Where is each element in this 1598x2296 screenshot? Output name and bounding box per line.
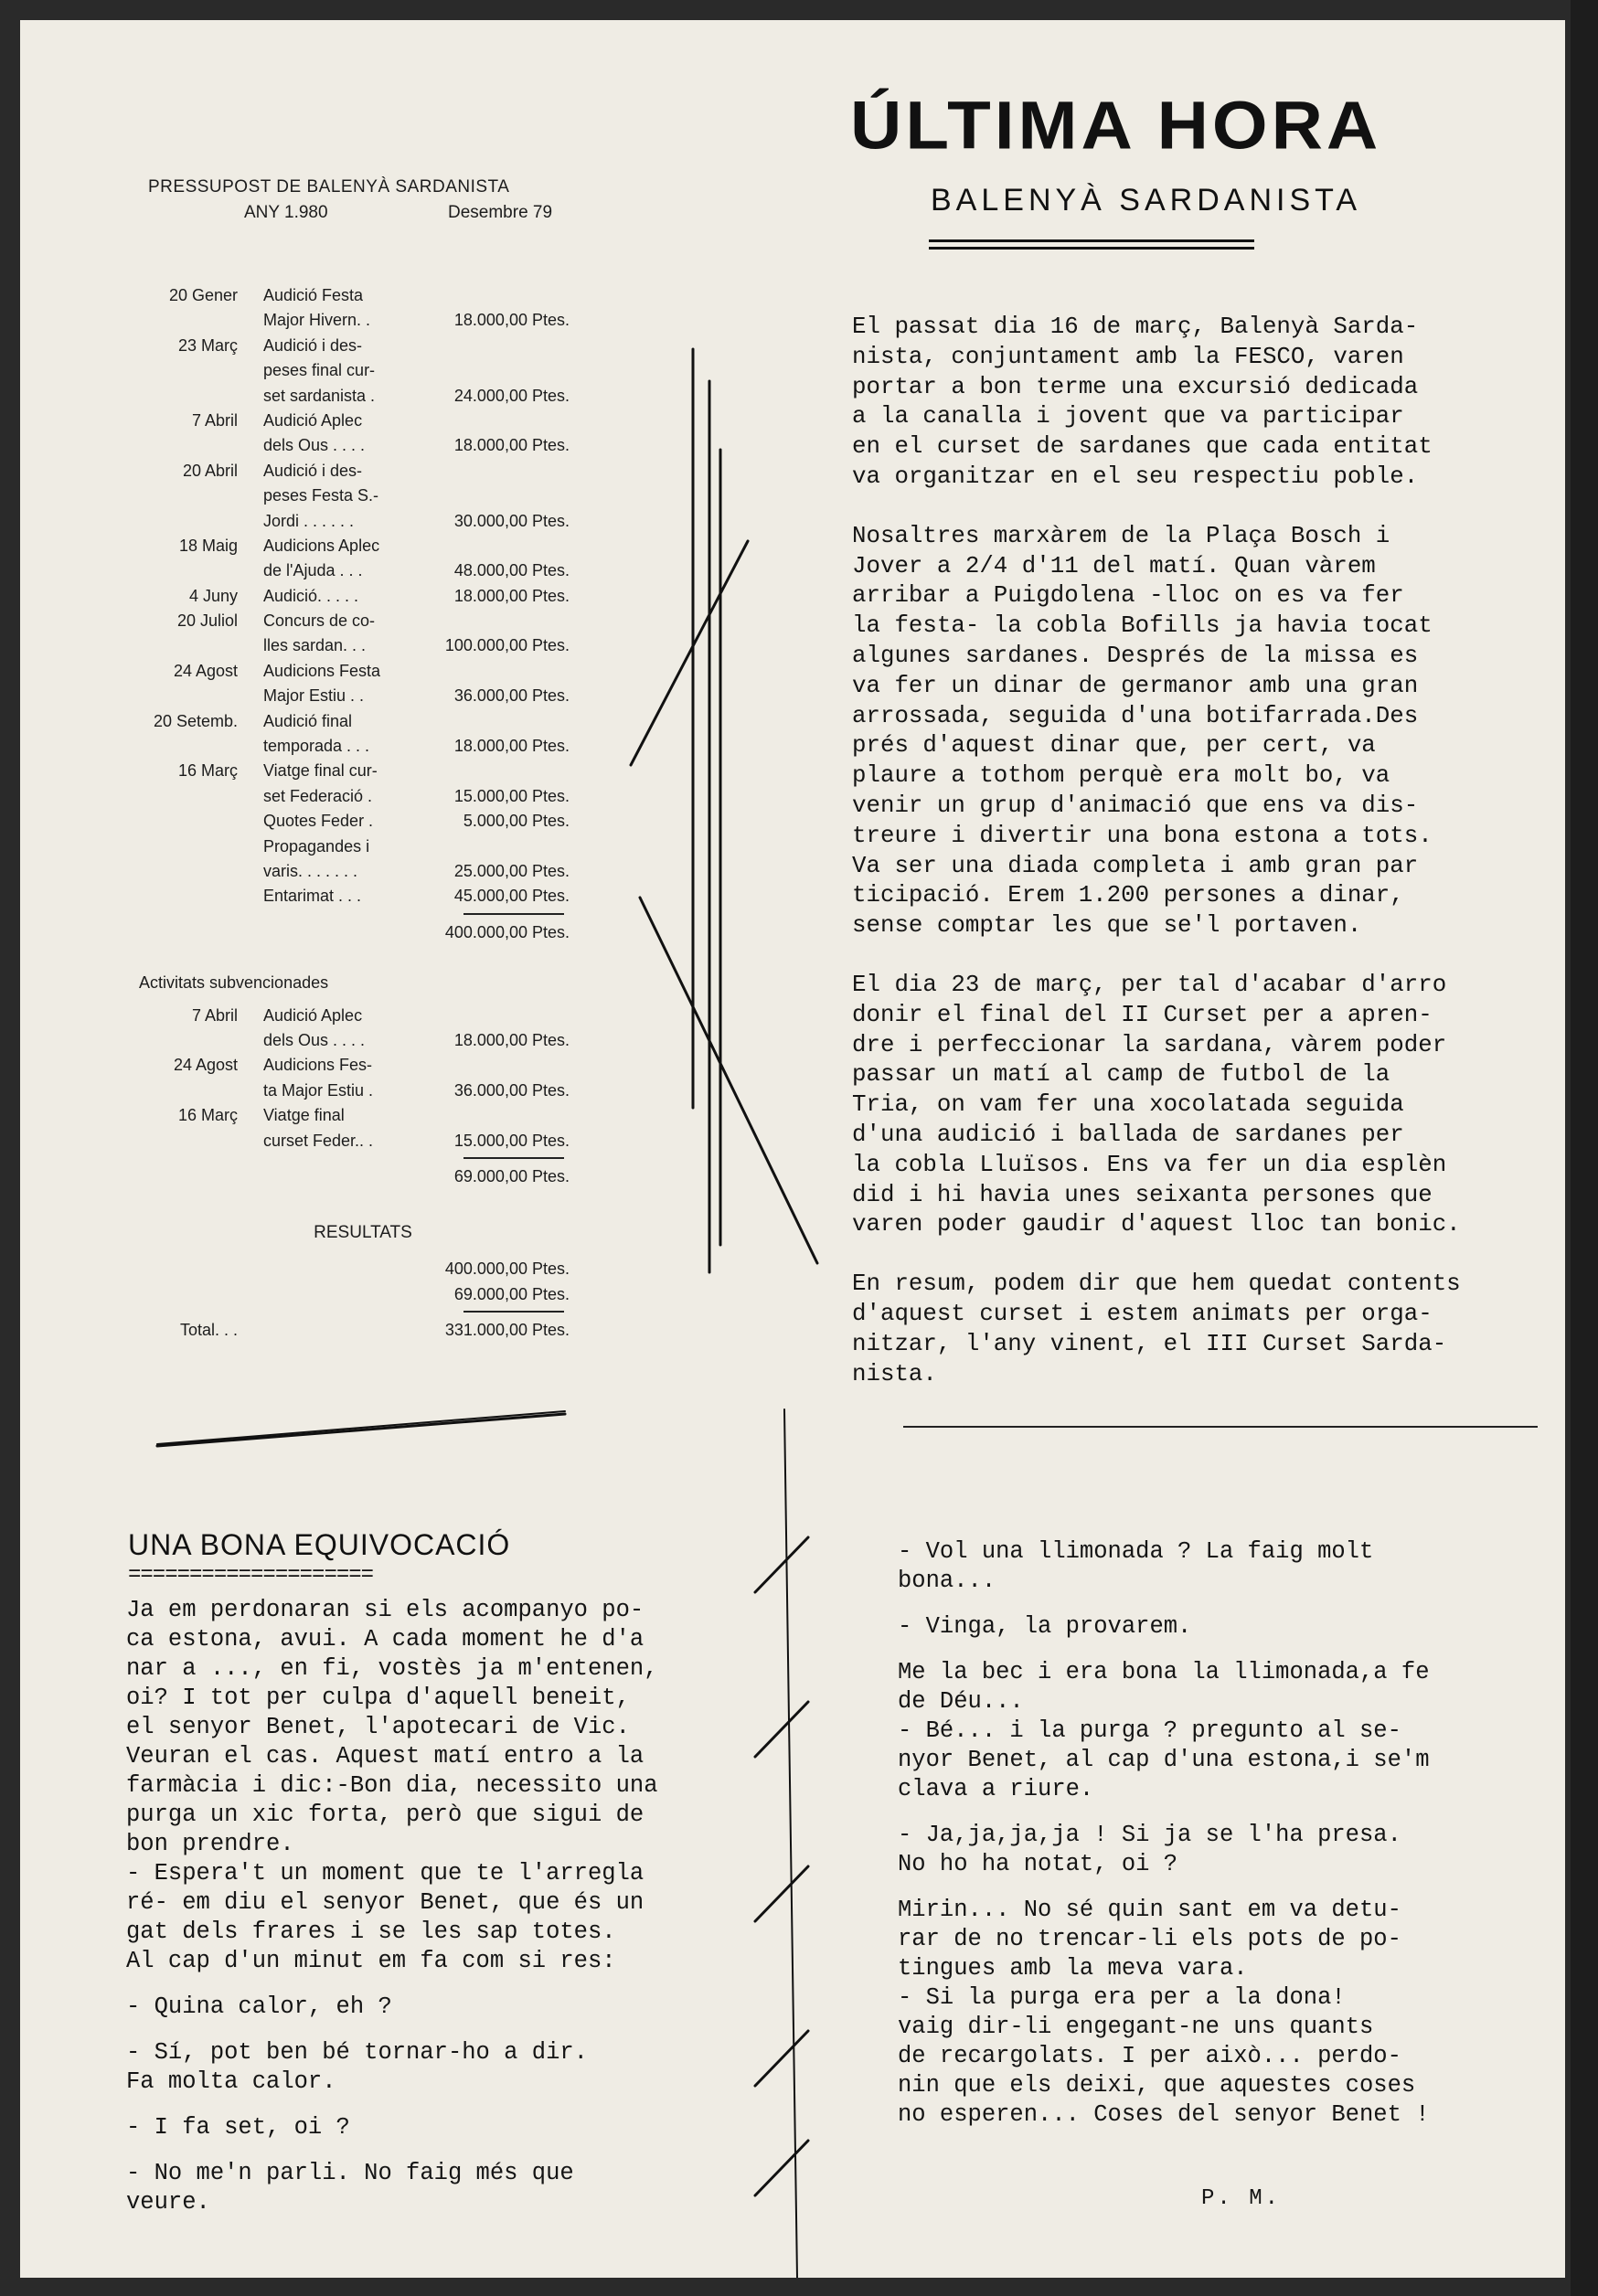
subtotal-amount: 400.000,00 Ptes. (444, 922, 570, 941)
subheadline: BALENYÀ SARDANISTA (931, 183, 1362, 218)
subsidized-total: 69.000,00 Ptes. (453, 1166, 570, 1185)
story-paragraph: - Vinga, la provarem. (898, 1613, 1192, 1640)
story-title-underline: ==================== (128, 1563, 374, 1588)
row-amount: 36.000,00 Ptes. (453, 686, 570, 706)
subsidized-heading: Activitats subvencionades (139, 973, 329, 993)
result-amount-1: 400.000,00 Ptes. (444, 1260, 570, 1279)
row-amount: 45.000,00 Ptes. (453, 887, 570, 906)
row-activity: dels Ous . . . . (263, 1030, 366, 1049)
story-paragraph: - Quina calor, eh ? (126, 1993, 392, 2020)
row-amount: 18.000,00 Ptes. (453, 436, 570, 455)
deco-tick (755, 2141, 808, 2195)
deco-tick (755, 1866, 808, 1921)
row-activity: Quotes Feder . (263, 812, 374, 831)
results-heading: RESULTATS (314, 1223, 412, 1243)
deco-slash-line (640, 898, 817, 1263)
row-activity: dels Ous . . . . (263, 436, 366, 455)
row-activity: set Federació . (263, 786, 373, 805)
row-activity: Propagandes i (263, 836, 370, 856)
story-paragraph: - Vol una llimonada ? La faig molt bona... (898, 1538, 1374, 1594)
deco-tick (755, 2031, 808, 2086)
row-activity: Audicions Aplec (263, 536, 380, 555)
row-amount: 18.000,00 Ptes. (453, 1030, 570, 1049)
row-date: 20 Juliol (176, 611, 238, 631)
row-activity: Audició. . . . . (263, 586, 359, 605)
row-activity: peses final cur- (263, 361, 376, 380)
row-activity: Audició i des- (263, 335, 363, 355)
story-paragraph: - I fa set, oi ? (126, 2114, 350, 2141)
budget-date: Desembre 79 (448, 203, 553, 222)
story-title: UNA BONA EQUIVOCACIÓ (128, 1528, 511, 1561)
magazine-page (20, 20, 1565, 2278)
row-amount: 30.000,00 Ptes. (453, 511, 570, 530)
story-paragraph: - No me'n parli. No faig més que veure. (126, 2160, 574, 2216)
row-activity: Jordi . . . . . . (263, 511, 355, 530)
deco-tick (755, 1537, 808, 1592)
row-amount: 18.000,00 Ptes. (453, 737, 570, 756)
row-activity: Major Hivern. . (263, 311, 371, 330)
row-activity: lles sardan. . . (263, 636, 367, 655)
news-paragraph: Nosaltres marxàrem de la Plaça Bosch i Jover a 2/4 d'11 del matí. Quan vàrem arribar a Puigdolena -lloc on es va fer la festa- la cobla Bofills ja havia tocat algunes sardanes. Després de la missa es va fer un dinar de germanor amb una gran arrossada, seguida d'una botifarrada.Des prés d'aquest dinar que, per cert, va plaure a tothom perquè era molt bo, va venir un grup d'animació que ens va dis- treure i divertir una bona estona a tots. Va ser una diada completa i amb gran par ticipació. Erem 1.200 persones a dinar, sense comptar les que se'l portaven. (852, 522, 1433, 940)
row-activity: Audicions Festa (263, 661, 381, 680)
row-activity: varis. . . . . . . (263, 861, 358, 880)
row-amount: 24.000,00 Ptes. (453, 386, 570, 405)
story-paragraph: Mirin... No sé quin sant em va detu- rar de no trencar-li els pots de po- tingues amb la meva vara. - Si la purga era per a la dona! vaig dir-li engegant-ne uns quants de recargolats. I per això... perdo- nin que els deixi, que aquestes coses no esperen... Coses del senyor Benet ! (898, 1897, 1430, 2128)
result-amount-2: 69.000,00 Ptes. (453, 1284, 570, 1303)
news-paragraph: En resum, podem dir que hem quedat contents d'aquest curset i estem animats per orga- nitzar, l'any vinent, el III Curset Sarda- nista. (852, 1270, 1461, 1387)
row-activity: Audició final (263, 711, 353, 730)
row-activity: Audició Festa (263, 286, 364, 304)
row-amount: 36.000,00 Ptes. (453, 1080, 570, 1100)
row-activity: Viatge final cur- (263, 761, 378, 781)
row-date: 4 Juny (188, 586, 238, 605)
row-amount: 15.000,00 Ptes. (453, 1131, 570, 1150)
story-paragraph: Ja em perdonaran si els acompanyo po- ca estona, avui. A cada moment he d'a nar a ..., en fi, vostès ja m'entenen, oi? I tot per culpa d'aquell beneit, el senyor Benet, l'apotecari de Vic. Veuran el cas. Aquest matí entro a la farmàcia i dic:-Bon dia, necessito una purga un xic forta, però que sigui de bon prendre. - Espera't un moment que te l'arregla ré- em diu el senyor Benet, que és un gat dels frares i se les sap totes. Al cap d'un minut em fa com si res: (126, 1597, 658, 1974)
row-date: 7 Abril (191, 410, 238, 430)
row-activity: set sardanista . (263, 386, 376, 405)
row-activity: temporada . . . (263, 737, 370, 756)
row-date: 20 Setemb. (153, 711, 238, 730)
total-label: Total. . . (179, 1321, 238, 1340)
row-activity: Concurs de co- (263, 611, 376, 631)
row-amount: 25.000,00 Ptes. (453, 861, 570, 880)
row-date: 20 Gener (168, 286, 238, 304)
story-signature: P. M. (1201, 2186, 1282, 2211)
row-amount: 18.000,00 Ptes. (453, 586, 570, 605)
row-activity: Audicions Fes- (263, 1056, 373, 1075)
row-amount: 100.000,00 Ptes. (444, 636, 570, 655)
row-date: 16 Març (177, 1106, 238, 1125)
row-amount: 18.000,00 Ptes. (453, 311, 570, 330)
story-paragraph: - Ja,ja,ja,ja ! Si ja se l'ha presa. No ho ha notat, oi ? (898, 1822, 1401, 1877)
row-activity: curset Feder.. . (263, 1131, 374, 1150)
row-amount: 15.000,00 Ptes. (453, 786, 570, 805)
story-paragraph: - Sí, pot ben bé tornar-ho a dir. Fa molta calor. (126, 2039, 588, 2095)
row-date: 23 Març (177, 335, 238, 355)
deco-slash-line (631, 541, 748, 765)
row-activity: peses Festa S.- (263, 486, 379, 505)
headline: ÚLTIMA HORA (850, 87, 1382, 164)
row-date: 24 Agost (173, 661, 238, 680)
row-activity: Entarimat . . . (263, 887, 362, 906)
row-amount: 5.000,00 Ptes. (463, 812, 570, 831)
row-date: 24 Agost (173, 1056, 238, 1075)
column-divider-line (784, 1409, 797, 2278)
budget-title: PRESSUPOST DE BALENYÀ SARDANISTA (148, 177, 510, 197)
row-activity: Audició Aplec (263, 410, 363, 430)
budget-year: ANY 1.980 (244, 203, 328, 222)
story-paragraph: Me la bec i era bona la llimonada,a fe de Déu... - Bé... i la purga ? pregunto al se- nyor Benet, al cap d'una estona,i se'm clava a riure. (898, 1659, 1430, 1802)
news-paragraph: El dia 23 de març, per tal d'acabar d'arro donir el final del II Curset per a apren- dre i perfeccionar la sardana, vàrem poder passar un matí al camp de futbol de la Tria, on vam fer una xocolatada seguida d'una audició i ballada de sardanes per la cobla Lluïsos. Ens va fer un dia esplèn did i hi havia unes seixanta persones que varen poder gaudir d'aquest lloc tan bonic. (852, 971, 1461, 1238)
row-activity: Major Estiu . . (263, 686, 365, 706)
page-edge (1571, 0, 1598, 2296)
total-amount: 331.000,00 Ptes. (444, 1321, 570, 1340)
row-date: 18 Maig (178, 536, 238, 555)
row-activity: de l'Ajuda . . . (263, 561, 363, 580)
row-date: 16 Març (177, 761, 238, 781)
row-date: 7 Abril (191, 1005, 238, 1025)
news-paragraph: El passat dia 16 de març, Balenyà Sarda- nista, conjuntament amb la FESCO, varen portar a bon terme una excursió dedicada a la canalla i jovent que va participar en el curset de sardanes que cada entitat va organitzar en el seu respectiu poble. (852, 314, 1433, 490)
deco-horizontal-line (157, 1414, 565, 1446)
deco-tick (755, 1702, 808, 1757)
row-activity: Audició Aplec (263, 1005, 363, 1025)
decorative-lines (20, 20, 1565, 2278)
row-date: 20 Abril (182, 461, 238, 480)
row-activity: ta Major Estiu . (263, 1080, 374, 1100)
row-activity: Viatge final (263, 1106, 345, 1125)
deco-horizontal-line (157, 1411, 565, 1444)
row-activity: Audició i des- (263, 461, 363, 480)
row-amount: 48.000,00 Ptes. (453, 561, 570, 580)
